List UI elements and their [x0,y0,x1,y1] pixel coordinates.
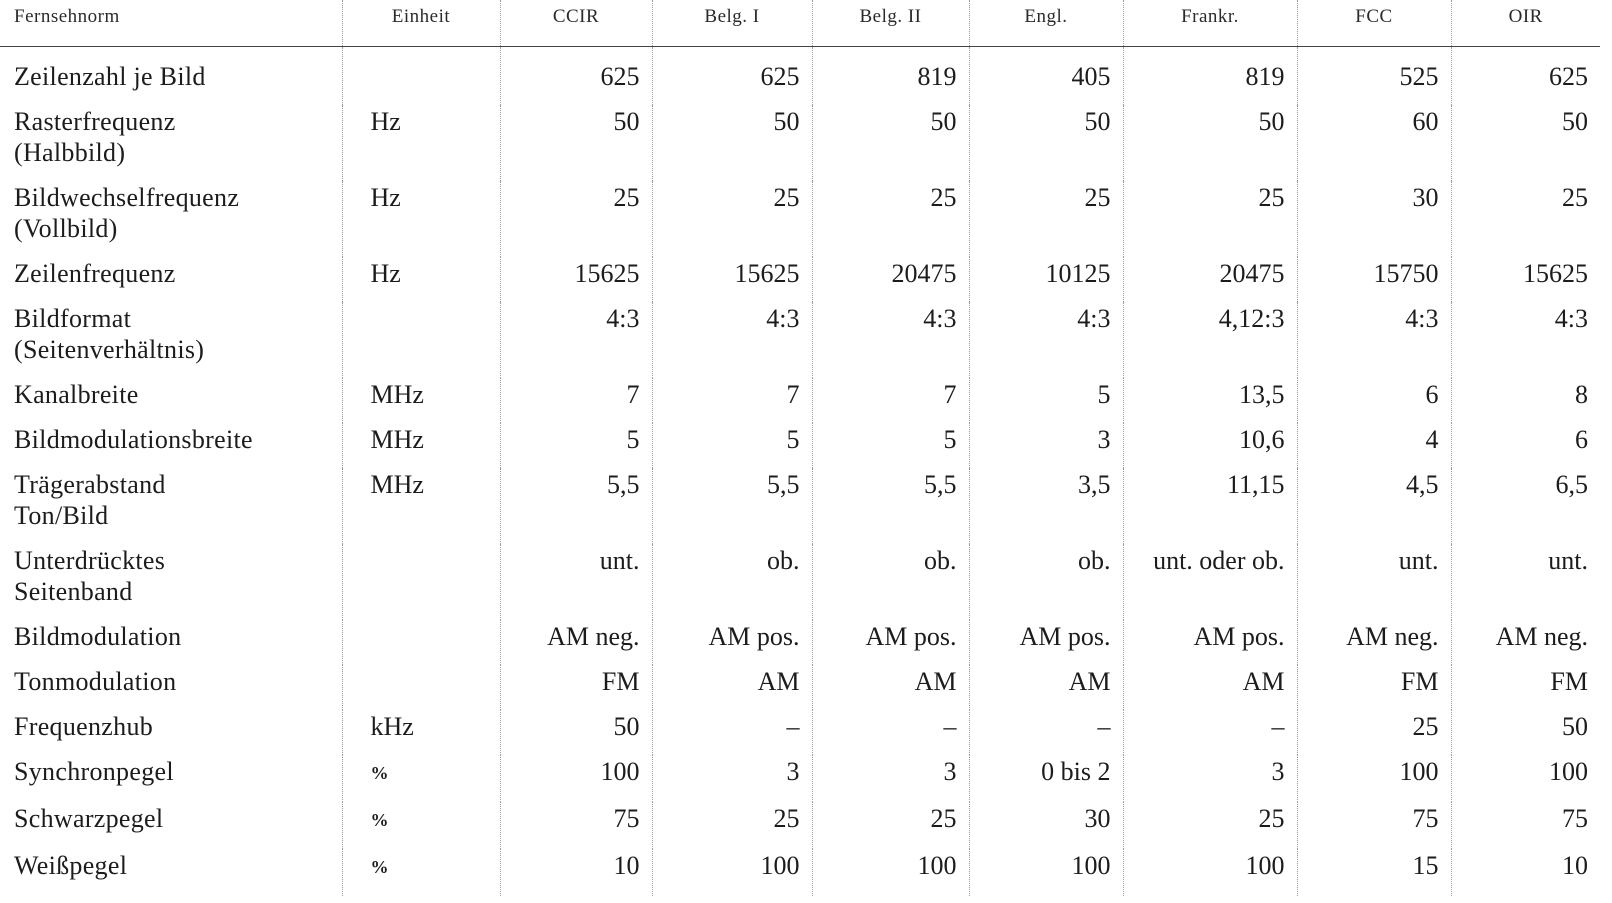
value-cell: unt. [500,544,652,620]
value-cell: 25 [652,181,812,257]
value-cell: 3 [652,755,812,802]
row-unit [342,665,500,710]
value-cell: 100 [1123,849,1297,896]
value-cell: AM [812,665,969,710]
value-cell: unt. [1297,544,1451,620]
value-cell: 7 [652,378,812,423]
row-label [0,257,342,302]
table-row [0,620,1600,665]
value-cell: 25 [1451,181,1600,257]
value-cell: 100 [969,849,1123,896]
value-cell: AM neg. [500,620,652,665]
value-cell: 4:3 [1451,302,1600,378]
value-cell: 4:3 [500,302,652,378]
header-norm: FCC [1297,0,1451,47]
value-cell: 10125 [969,257,1123,302]
row-label [0,423,342,468]
row-unit: Hz [342,257,500,302]
value-cell: AM [1123,665,1297,710]
value-cell: 6 [1451,423,1600,468]
row-label [0,802,342,849]
value-cell: AM neg. [1297,620,1451,665]
row-label-line: Weißpegel [14,851,128,880]
header-norm: Frankr. [1123,0,1297,47]
value-cell: 50 [812,105,969,181]
value-cell: 3,5 [969,468,1123,544]
value-cell: – [1123,710,1297,755]
value-cell: 5,5 [812,468,969,544]
value-cell: 25 [1297,710,1451,755]
row-label-line: Rasterfrequenz [14,107,176,136]
row-label [0,544,342,620]
row-label [0,710,342,755]
row-unit: % [342,849,500,896]
row-unit: % [342,802,500,849]
row-label-line-2: Ton/Bild [14,501,109,530]
row-label-line: Bildmodulationsbreite [14,425,253,454]
value-cell: 3 [812,755,969,802]
value-cell: 15750 [1297,257,1451,302]
row-label [0,849,342,896]
value-cell: 15 [1297,849,1451,896]
table-row [0,710,1600,755]
header-unit: Einheit [342,0,500,47]
value-cell: 25 [500,181,652,257]
row-unit [342,544,500,620]
row-unit: MHz [342,468,500,544]
value-cell: 100 [652,849,812,896]
value-cell: ob. [812,544,969,620]
value-cell: AM neg. [1451,620,1600,665]
value-cell: ob. [652,544,812,620]
row-label-line: Bildwechselfrequenz [14,183,240,212]
value-cell: 10 [1451,849,1600,896]
value-cell: 15625 [500,257,652,302]
value-cell: 4 [1297,423,1451,468]
row-label-line: Kanalbreite [14,380,139,409]
value-cell: 100 [1297,755,1451,802]
table-row [0,468,1600,544]
value-cell: 5 [812,423,969,468]
value-cell: 625 [1451,47,1600,106]
row-label [0,755,342,802]
value-cell: 50 [652,105,812,181]
value-cell: FM [1451,665,1600,710]
row-label [0,47,342,106]
value-cell: 25 [812,181,969,257]
value-cell: 50 [1451,710,1600,755]
value-cell: AM pos. [812,620,969,665]
value-cell: 25 [1123,181,1297,257]
row-label-line: Bildformat [14,304,132,333]
value-cell: 625 [652,47,812,106]
value-cell: 4:3 [652,302,812,378]
value-cell: AM [969,665,1123,710]
value-cell: 50 [500,105,652,181]
row-unit: Hz [342,105,500,181]
value-cell: 10,6 [1123,423,1297,468]
table-row [0,302,1600,378]
value-cell: 50 [1123,105,1297,181]
value-cell: 10 [500,849,652,896]
row-label [0,105,342,181]
value-cell: 3 [1123,755,1297,802]
value-cell: 75 [1451,802,1600,849]
value-cell: AM [652,665,812,710]
row-label-line: Synchronpegel [14,757,174,786]
table-row [0,378,1600,423]
value-cell: FM [1297,665,1451,710]
value-cell: 20475 [1123,257,1297,302]
value-cell: 100 [500,755,652,802]
row-unit [342,47,500,106]
value-cell: 25 [969,181,1123,257]
table-body [0,47,1600,897]
value-cell: ob. [969,544,1123,620]
value-cell: 5 [500,423,652,468]
row-label-line-2: (Vollbild) [14,214,118,243]
header-row [0,0,1600,47]
value-cell: 4:3 [969,302,1123,378]
row-unit [342,302,500,378]
row-label [0,181,342,257]
value-cell: 100 [1451,755,1600,802]
value-cell: 25 [812,802,969,849]
value-cell: unt. [1451,544,1600,620]
value-cell: 4,5 [1297,468,1451,544]
value-cell: 7 [500,378,652,423]
table-row [0,544,1600,620]
value-cell: 25 [1123,802,1297,849]
value-cell: 6,5 [1451,468,1600,544]
value-cell: 75 [1297,802,1451,849]
value-cell: 819 [1123,47,1297,106]
value-cell: – [812,710,969,755]
value-cell: 7 [812,378,969,423]
header-norm: OIR [1451,0,1600,47]
row-label [0,620,342,665]
value-cell: – [969,710,1123,755]
row-label-line: Zeilenfrequenz [14,259,176,288]
table-row [0,423,1600,468]
value-cell: 50 [969,105,1123,181]
row-label-line: Trägerabstand [14,470,166,499]
header-norm: Belg. I [652,0,812,47]
value-cell: unt. oder ob. [1123,544,1297,620]
row-label-line-2: (Halbbild) [14,138,126,167]
value-cell: 5,5 [652,468,812,544]
value-cell: AM pos. [1123,620,1297,665]
value-cell: 5 [969,378,1123,423]
row-label-line-2: Seitenband [14,577,133,606]
row-unit: MHz [342,378,500,423]
value-cell: 0 bis 2 [969,755,1123,802]
row-label [0,468,342,544]
value-cell: 25 [652,802,812,849]
header-label: Fernsehnorm [0,0,342,47]
table-row [0,47,1600,106]
value-cell: 5,5 [500,468,652,544]
value-cell: 4:3 [1297,302,1451,378]
row-label-line-2: (Seitenverhältnis) [14,335,205,364]
row-unit: MHz [342,423,500,468]
table-row [0,105,1600,181]
value-cell: 20475 [812,257,969,302]
header-norm: CCIR [500,0,652,47]
value-cell: 13,5 [1123,378,1297,423]
table-row [0,849,1600,896]
value-cell: 6 [1297,378,1451,423]
row-label-line: Unterdrücktes [14,546,166,575]
value-cell: 405 [969,47,1123,106]
value-cell: 60 [1297,105,1451,181]
value-cell: 30 [969,802,1123,849]
table-row [0,257,1600,302]
value-cell: 5 [652,423,812,468]
row-unit [342,620,500,665]
value-cell: 50 [500,710,652,755]
value-cell: 4:3 [812,302,969,378]
row-label-line: Tonmodulation [14,667,177,696]
value-cell: 30 [1297,181,1451,257]
value-cell: 8 [1451,378,1600,423]
row-label-line: Bildmodulation [14,622,182,651]
value-cell: AM pos. [652,620,812,665]
table-row [0,181,1600,257]
value-cell: 100 [812,849,969,896]
table-row [0,755,1600,802]
row-label-line: Schwarzpegel [14,804,164,833]
value-cell: 525 [1297,47,1451,106]
value-cell: AM pos. [969,620,1123,665]
value-cell: 15625 [1451,257,1600,302]
value-cell: 75 [500,802,652,849]
value-cell: 15625 [652,257,812,302]
value-cell: 50 [1451,105,1600,181]
row-label-line: Frequenzhub [14,712,154,741]
row-unit: kHz [342,710,500,755]
value-cell: 819 [812,47,969,106]
value-cell: 3 [969,423,1123,468]
value-cell: 625 [500,47,652,106]
row-label [0,302,342,378]
value-cell: FM [500,665,652,710]
row-unit: Hz [342,181,500,257]
header-norm: Engl. [969,0,1123,47]
header-norm: Belg. II [812,0,969,47]
table-row [0,802,1600,849]
value-cell: 4,12:3 [1123,302,1297,378]
row-label [0,665,342,710]
value-cell: – [652,710,812,755]
row-label [0,378,342,423]
value-cell: 11,15 [1123,468,1297,544]
row-label-line: Zeilenzahl je Bild [14,62,206,91]
row-unit: % [342,755,500,802]
table-row [0,665,1600,710]
